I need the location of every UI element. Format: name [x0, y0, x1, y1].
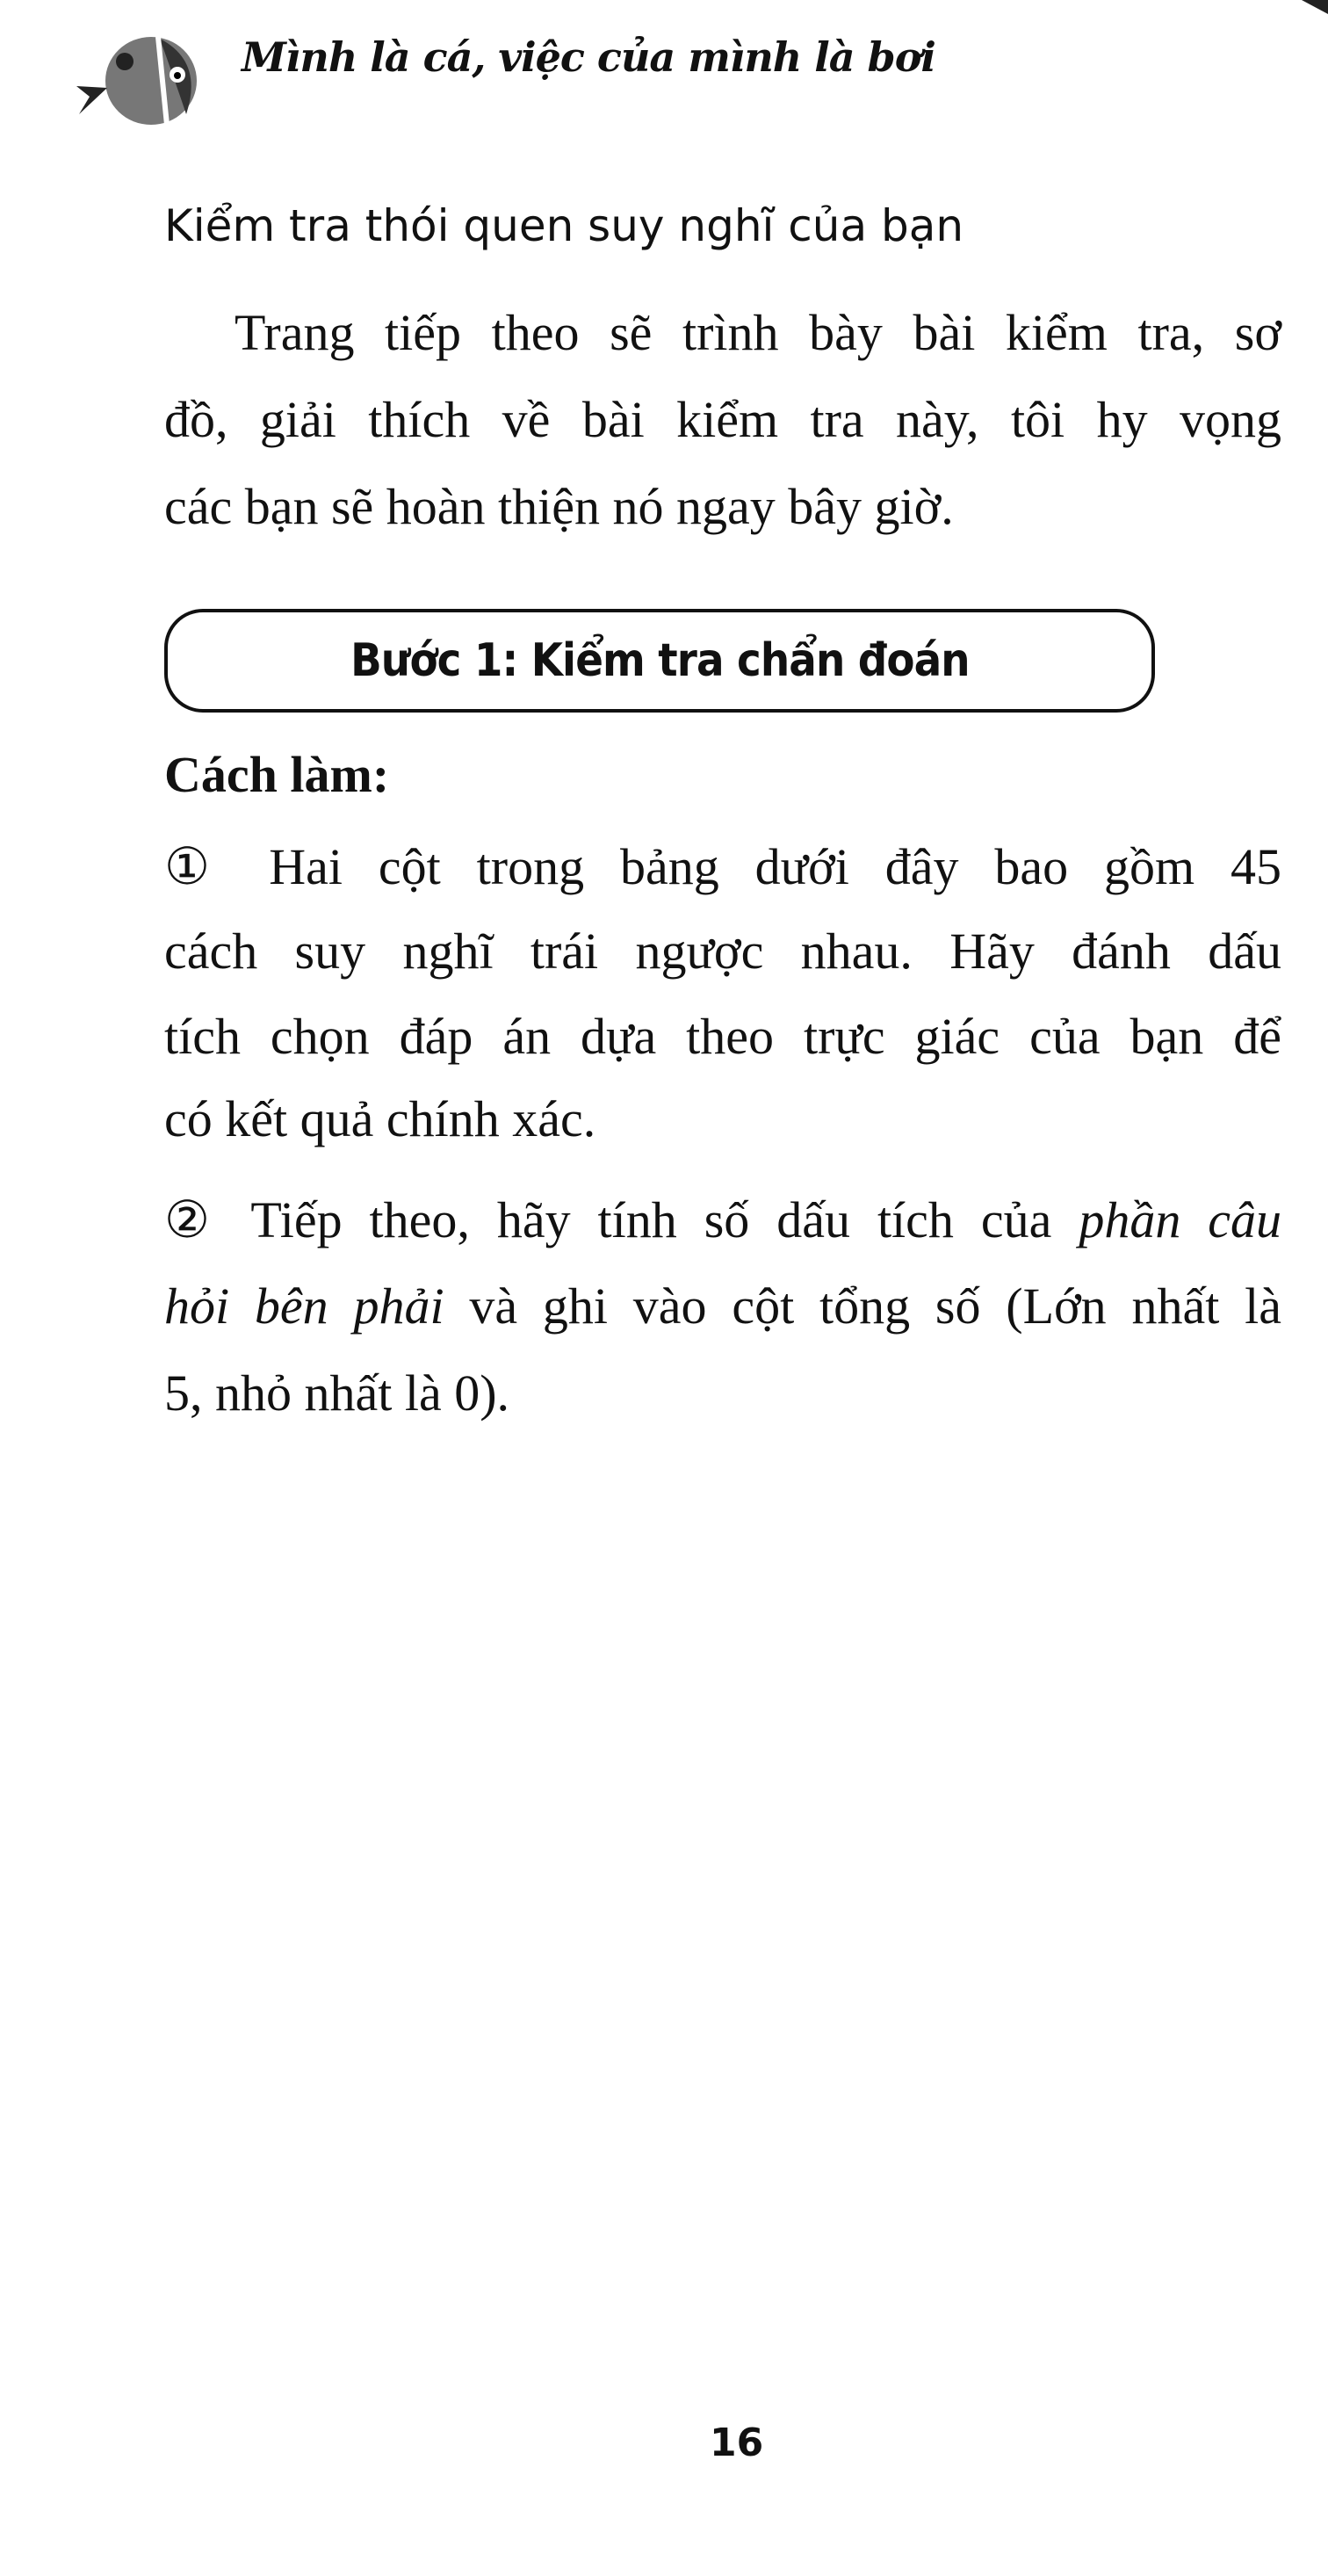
item2-line: 5, nhỏ nhất là 0). [164, 1364, 510, 1422]
intro-line: đồ, giải thích về bài kiểm tra này, tôi hy vọng [164, 391, 1281, 448]
section-heading: Kiểm tra thói quen suy nghĩ của bạn [164, 200, 964, 251]
page-number: 16 [710, 2420, 764, 2465]
step-box [164, 609, 1155, 713]
item1-line: cách suy nghĩ trái ngược nhau. Hãy đánh dấu [164, 923, 1281, 980]
item2-text: ② Tiếp theo, hãy tính số dấu tích của [164, 1191, 1079, 1248]
item2-emphasis: hỏi bên phải [164, 1277, 444, 1335]
intro-line: Trang tiếp theo sẽ trình bày bài kiểm tra, sơ [235, 304, 1281, 361]
running-head: Mình là cá, việc của mình là bơi [242, 33, 935, 81]
item2-text: và ghi vào cột tổng số (Lớn nhất là [444, 1277, 1281, 1335]
item1-line: tích chọn đáp án dựa theo trực giác của bạn để [164, 1008, 1281, 1065]
fish-illustration-icon [54, 26, 221, 132]
item2-line [164, 1277, 1281, 1335]
howto-label: Cách làm: [164, 746, 390, 803]
step-title: Bước 1: Kiểm tra chẩn đoán [350, 634, 970, 687]
item2-line [164, 1190, 1281, 1249]
item1-line: ① Hai cột trong bảng dưới đây bao gồm 45 [164, 838, 1281, 895]
item1-line: có kết quả chính xác. [164, 1090, 596, 1147]
intro-line: các bạn sẽ hoàn thiện nó ngay bây giờ. [164, 478, 954, 535]
item2-emphasis: phần câu [1079, 1191, 1282, 1248]
scan-edge-mark-icon [1293, 0, 1328, 18]
